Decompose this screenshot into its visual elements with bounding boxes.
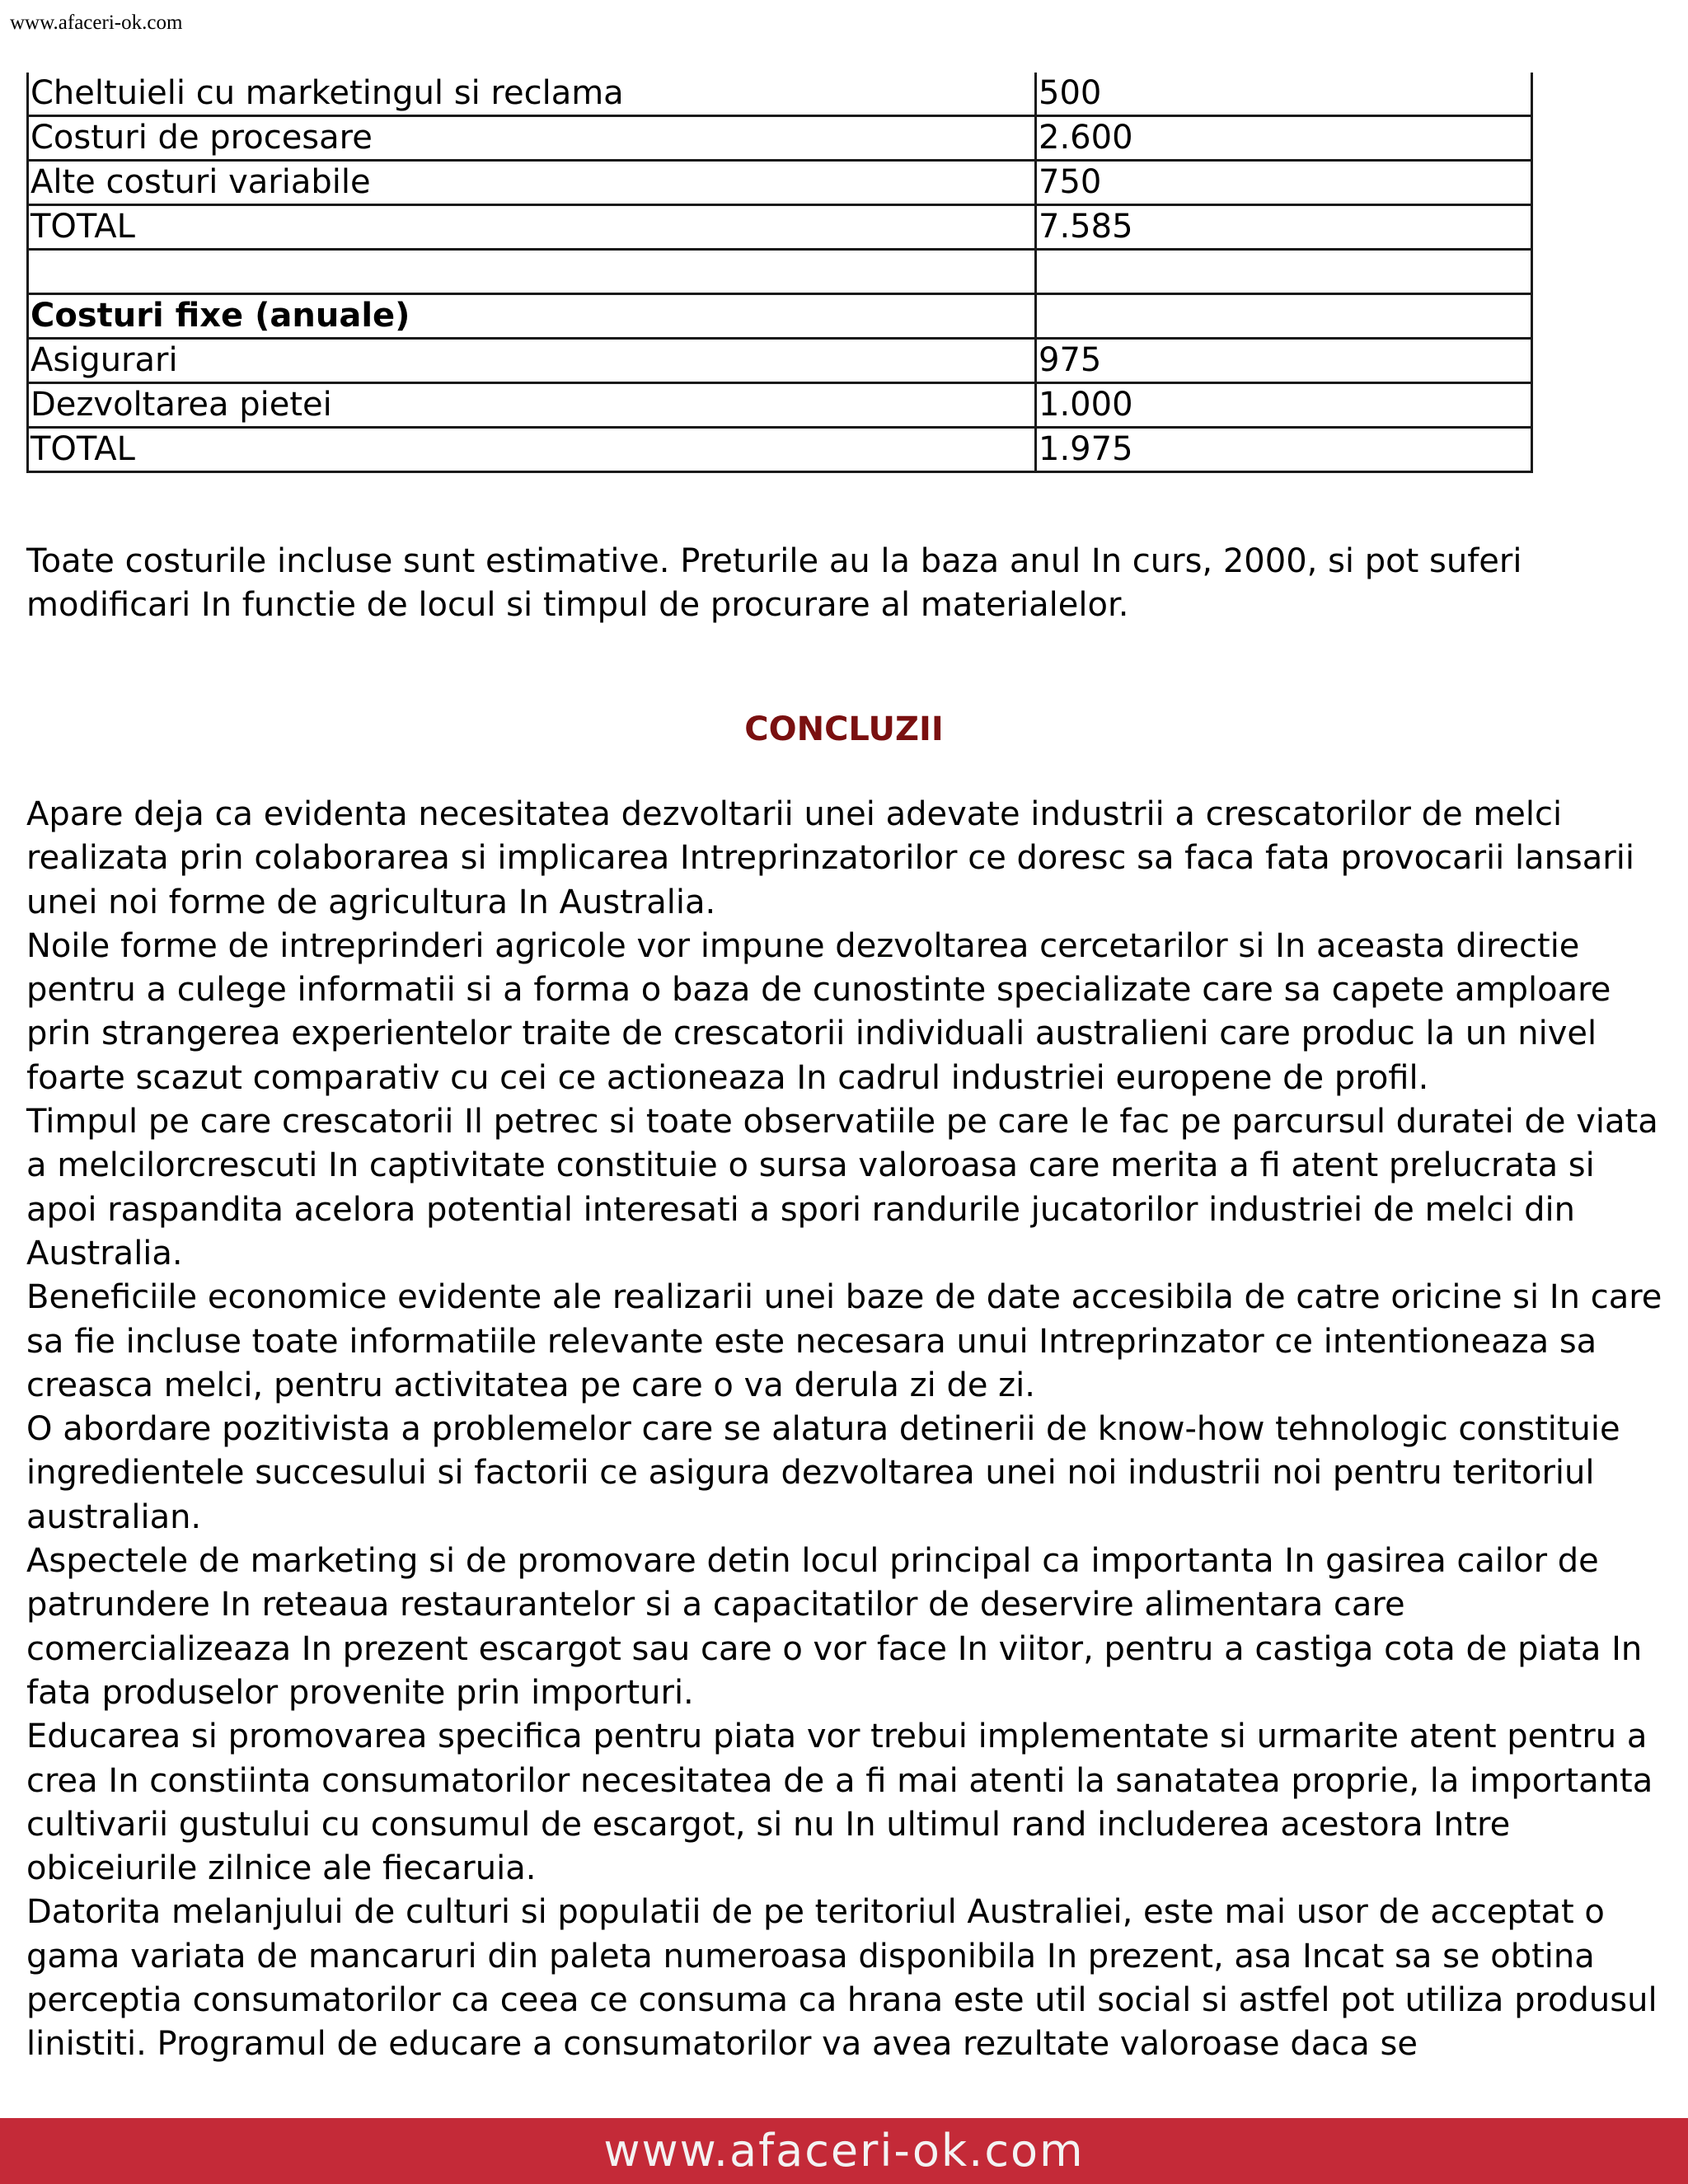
cost-value: 500 — [1036, 73, 1532, 116]
cost-total-label: TOTAL — [28, 428, 1036, 472]
cost-value: 975 — [1036, 339, 1532, 383]
paragraph: Aspectele de marketing si de promovare detin locul principal ca importanta In gasirea cailor de patrundere In reteaua restaurantelor si a capacitatilor de deservire alimentara care comercializeaza In prezent escargot sau care o vor face In viitor, pentru a castiga cota de piata In fata produselor provenite prin importuri. — [26, 1542, 1643, 1712]
cost-label: Alte costuri variabile — [28, 161, 1036, 205]
paragraph: Noile forme de intreprinderi agricole vor impune dezvoltarea cercetarilor si In aceasta directie pentru a culege informatii si a forma o baza de cunostinte specializate care sa capete amploare prin strangerea experientelor traite de crescatorii individuali australieni care produc la un nivel foarte scazut comparativ cu cei ce actioneaza In cadrul industriei europene de profil. — [26, 926, 1611, 1097]
cost-value: 1.000 — [1036, 383, 1532, 428]
paragraph: Apare deja ca evidenta necesitatea dezvoltarii unei adevate industrii a crescatorilor de melci realizata prin colaborarea si implicarea Intreprinzatorilor ce doresc sa faca fata provocarii lansarii unei noi forme de agricultura In Australia. — [26, 795, 1634, 921]
table-row-empty — [28, 250, 1532, 294]
cost-total-value: 7.585 — [1036, 205, 1532, 250]
table-row — [28, 383, 1532, 428]
table-row — [28, 73, 1532, 116]
table-row — [28, 428, 1532, 472]
paragraph: Beneficiile economice evidente ale realizarii unei baze de date accesibila de catre oricine si In care sa fie incluse toate informatiile relevante este necesara unui Intreprinzator ce intentioneaza sa creasca melci, pentru activitatea pe care o va derula zi de zi. — [26, 1278, 1662, 1404]
cost-label: Asigurari — [28, 339, 1036, 383]
section-title: CONCLUZII — [744, 710, 944, 748]
table-row — [28, 116, 1532, 161]
cost-table — [26, 73, 1533, 473]
site-header-url: www.afaceri-ok.com — [10, 12, 183, 34]
conclusions-body — [26, 793, 1672, 2067]
cost-label: Dezvoltarea pietei — [28, 383, 1036, 428]
paragraph: Datorita melanjului de culturi si populatii de pe teritoriul Australiei, este mai usor de acceptat o gama variata de mancaruri din paleta numeroasa disponibila In prezent, asa Incat sa se obtina perceptia consumatorilor ca ceea ce consuma ca hrana este util social si astfel pot utiliza produsul linistiti. Programul de educare a consumatorilor va avea rezultate valoroase daca se — [26, 1893, 1658, 2064]
estimate-note: Toate costurile incluse sunt estimative. Preturile au la baza anul In curs, 2000, si pot suferi modificari In functie de locul si timpul de procurare al materialelor. — [26, 542, 1522, 624]
paragraph: Timpul pe care crescatorii Il petrec si toate observatiile pe care le fac pe parcursul duratei de viata a melcilorcrescuti In captivitate constituie o sursa valoroasa care merita a fi atent prelucrata si apoi raspandita acelora potential interesati a spori randurile jucatorilor industriei de melci din Australia. — [26, 1103, 1658, 1272]
cost-value — [1036, 294, 1532, 339]
table-row — [28, 205, 1532, 250]
footer-url[interactable]: www.afaceri-ok.com — [603, 2125, 1085, 2177]
fixed-costs-heading: Costuri fixe (anuale) — [28, 294, 1036, 339]
cost-value: 750 — [1036, 161, 1532, 205]
cost-value: 2.600 — [1036, 116, 1532, 161]
table-row-heading — [28, 294, 1532, 339]
cost-total-value: 1.975 — [1036, 428, 1532, 472]
cost-label — [28, 250, 1036, 294]
cost-label: Cheltuieli cu marketingul si reclama — [28, 73, 1036, 116]
cost-value — [1036, 250, 1532, 294]
cost-total-label: TOTAL — [28, 205, 1036, 250]
paragraph: Educarea si promovarea specifica pentru piata vor trebui implementate si urmarite atent pentru a crea In constiinta consumatorilor necesitatea de a fi mai atenti la sanatatea proprie, la importanta cultivarii gustului cu consumul de escargot, si nu In ultimul rand includerea acestora Intre obiceiurile zilnice ale fiecaruia. — [26, 1718, 1653, 1888]
table-row — [28, 161, 1532, 205]
cost-label: Costuri de procesare — [28, 116, 1036, 161]
footer-banner — [0, 2118, 1688, 2184]
table-row — [28, 339, 1532, 383]
paragraph: O abordare pozitivista a problemelor care se alatura detinerii de know-how tehnologic constituie ingredientele succesului si factorii ce asigura dezvoltarea unei noi industrii noi pentru teritoriul australian. — [26, 1410, 1620, 1536]
